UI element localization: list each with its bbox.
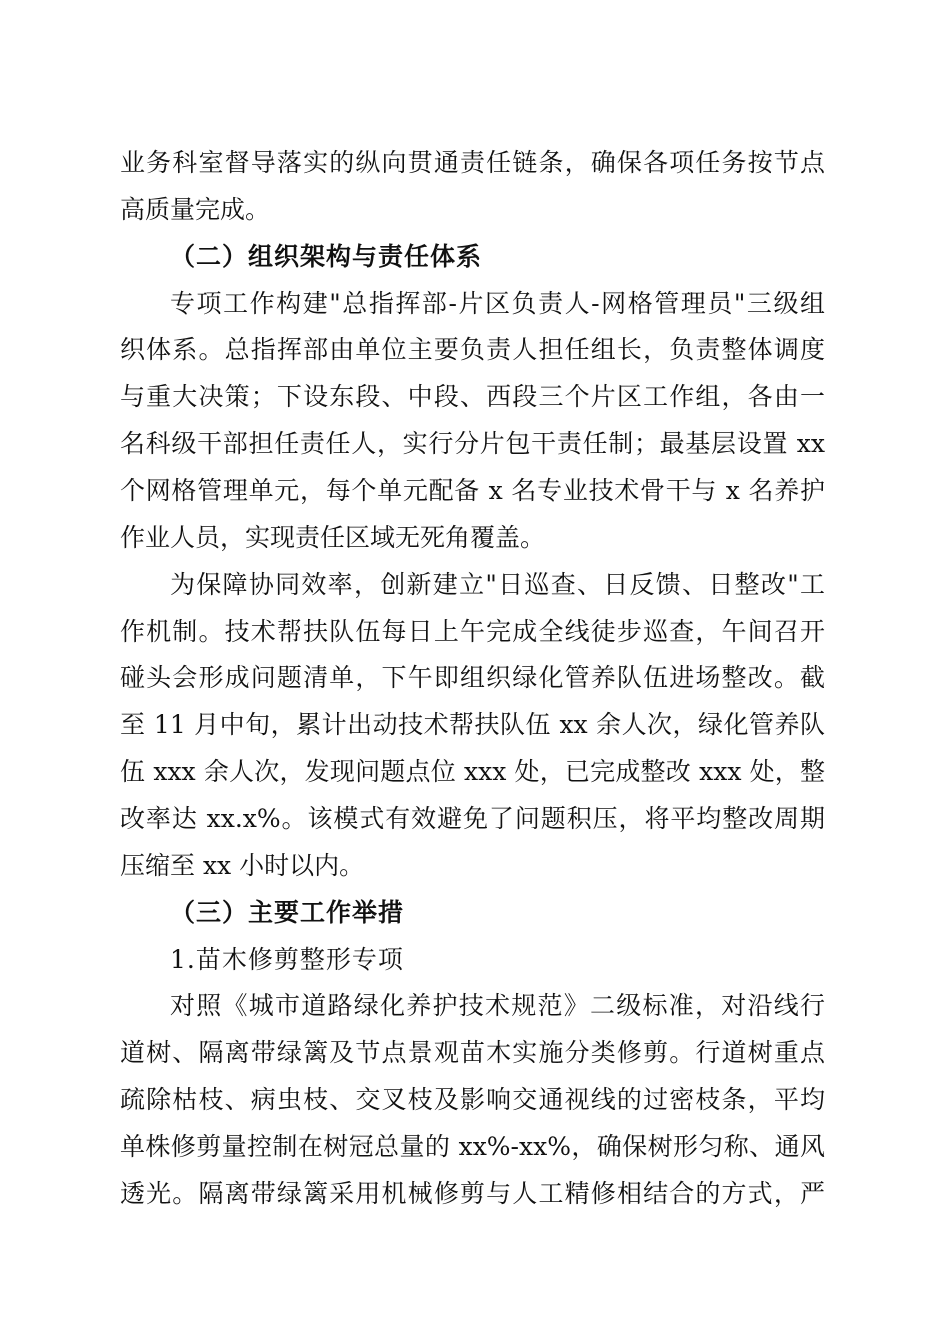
- paragraph-line: 碰头会形成问题清单，下午即组织绿化管养队伍进场整改。截: [120, 663, 825, 692]
- section-heading: （二）组织架构与责任体系: [170, 242, 483, 271]
- paragraph-line: 专项工作构建"总指挥部-片区负责人-网格管理员"三级组: [170, 289, 825, 318]
- paragraph-line: 业务科室督导落实的纵向贯通责任链条，确保各项任务按节点: [120, 148, 825, 177]
- paragraph-line: 疏除枯枝、病虫枝、交叉枝及影响交通视线的过密枝条，平均: [120, 1085, 825, 1114]
- paragraph-line: 名科级干部担任责任人，实行分片包干责任制；最基层设置 xx: [120, 429, 825, 458]
- paragraph-line: 道树、隔离带绿篱及节点景观苗木实施分类修剪。行道树重点: [120, 1038, 825, 1067]
- paragraph-line: 改率达 xx.x%。该模式有效避免了问题积压，将平均整改周期: [120, 804, 825, 833]
- paragraph-line: 作业人员，实现责任区域无死角覆盖。: [120, 523, 546, 552]
- paragraph-line: 单株修剪量控制在树冠总量的 xx%-xx%，确保树形匀称、通风: [120, 1132, 825, 1161]
- section-heading: （三）主要工作举措: [170, 898, 405, 927]
- paragraph-line: 为保障协同效率，创新建立"日巡查、日反馈、日整改"工: [170, 570, 825, 599]
- subsection-heading: 1.苗木修剪整形专项: [170, 945, 404, 974]
- paragraph-line: 织体系。总指挥部由单位主要负责人担任组长，负责整体调度: [120, 335, 825, 364]
- paragraph-line: 高质量完成。: [120, 195, 271, 224]
- paragraph-line: 与重大决策；下设东段、中段、西段三个片区工作组，各由一: [120, 382, 825, 411]
- paragraph-line: 个网格管理单元，每个单元配备 x 名专业技术骨干与 x 名养护: [120, 476, 825, 505]
- paragraph-line: 压缩至 xx 小时以内。: [120, 851, 365, 880]
- paragraph-line: 伍 xxx 余人次，发现问题点位 xxx 处，已完成整改 xxx 处，整: [120, 757, 825, 786]
- paragraph-line: 作机制。技术帮扶队伍每日上午完成全线徒步巡查，午间召开: [120, 617, 825, 646]
- paragraph-line: 对照《城市道路绿化养护技术规范》二级标准，对沿线行: [170, 991, 825, 1020]
- paragraph-line: 至 11 月中旬，累计出动技术帮扶队伍 xx 余人次，绿化管养队: [120, 710, 825, 739]
- paragraph-line: 透光。隔离带绿篱采用机械修剪与人工精修相结合的方式，严: [120, 1179, 825, 1208]
